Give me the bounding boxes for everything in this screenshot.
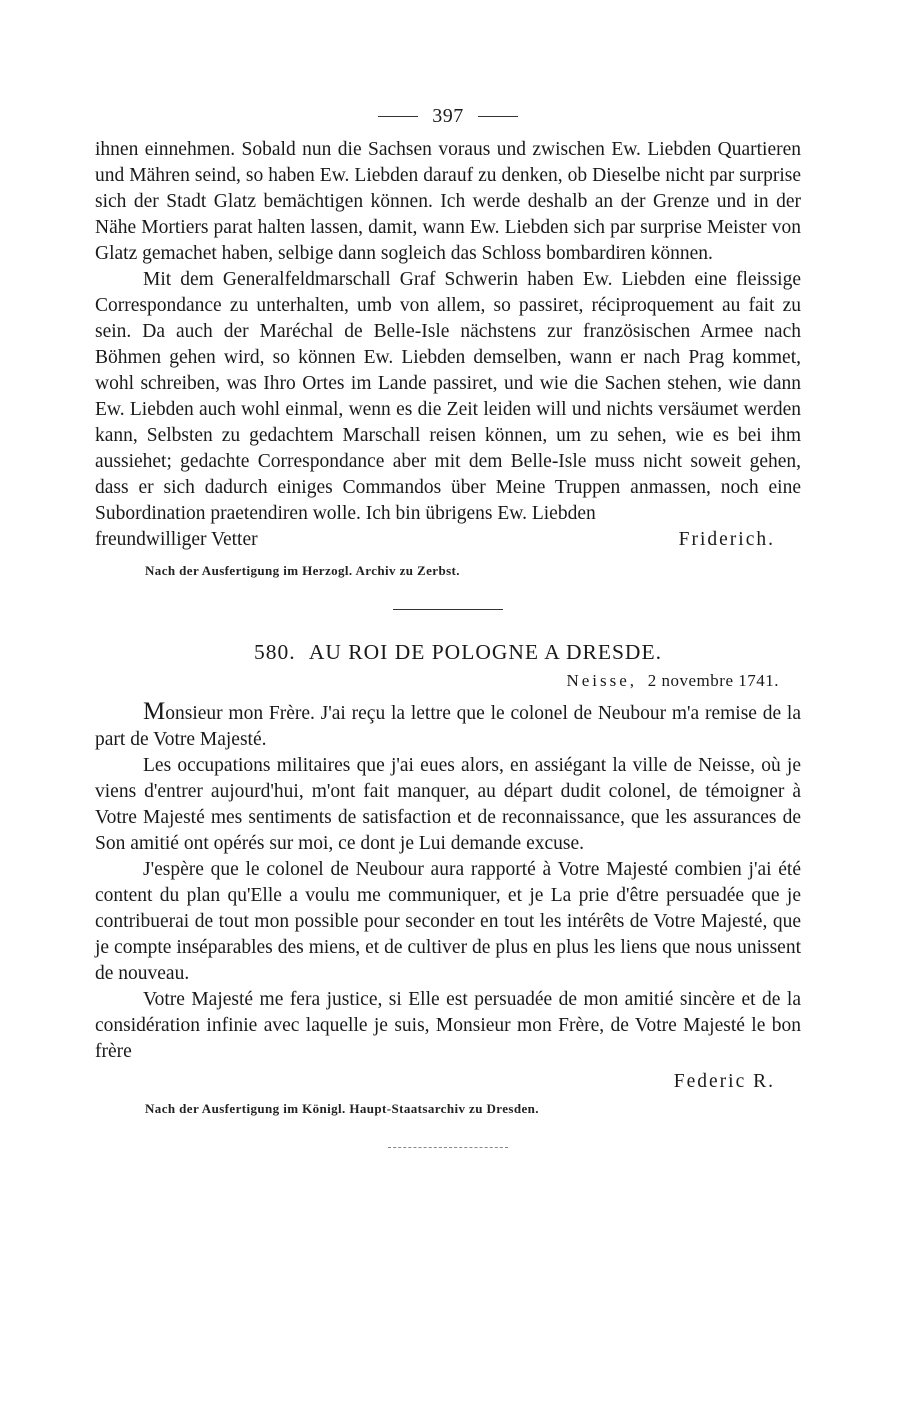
closing-block [95,527,801,553]
letter-579-body [95,137,801,553]
closing-formula: freundwilliger Vetter [95,529,258,550]
closing-block [95,987,801,1095]
archival-source-note: Nach der Ausfertigung im Königl. Haupt-Staatsarchiv zu Dresden. [145,1101,539,1116]
dateline-place: Neisse, [566,671,638,690]
initial-letter: M [143,698,166,725]
archival-source-note: Nach der Ausfertigung im Herzogl. Archiv zu Zerbst. [145,563,460,578]
signature: Friderich. [678,529,775,550]
opening-text: onsieur mon Frère. J'ai reçu la lettre que le colonel de Neubour m'a remise de la part de Votre Majesté. [95,703,801,750]
header-rule-right [478,116,518,117]
dateline [95,671,801,691]
footer-rule [388,1147,508,1148]
signature: Federic R. [673,1071,775,1092]
paragraph: ihnen einnehmen. Sobald nun die Sachsen voraus und zwischen Ew. Liebden Quartieren und Mähren seind, so haben Ew. Liebden darauf zu denken, ob Dieselbe nicht par surprise sich der Stadt Glatz bemächtigen können. Ich werde deshalb an der Grenze und in der Nähe Mortiers parat halten lassen, damit, wann Ew. Liebden sich par surprise Meister von Glatz gemachet haben, selbige dann sogleich das Schloss bombardiren können. [95,139,801,264]
paragraph: Mit dem Generalfeldmarschall Graf Schwerin haben Ew. Liebden eine fleissige Correspondance zu unterhalten, umb von allem, so passiret, réciproquement au fait zu sein. Da auch der Maréchal de Belle-Isle nächstens zur französischen Armee nach Böhmen gehen wird, so können Ew. Liebden demselben, wann er nach Prag kommet, wohl schreiben, was Ihro Ortes im Lande passiret, und wie die Sachen stehen, wie dann Ew. Liebden auch wohl einmal, wenn es die Zeit leiden will und nichts versäumet werden kann, Selbsten zu gedachtem Marschall reisen können, um zu sehen, wie es bei ihm aussiehet; gedachte Correspondance aber mit dem Belle-Isle muss nicht soweit gehen, dass er sich dadurch einiges Commandos über Meine Truppen anmassen, noch eine Subordination praetendiren wolle. Ich bin übrigens Ew. Liebden [95,269,801,524]
paragraph: Les occupations militaires que j'ai eues alors, en assiégant la ville de Neisse, où je viens d'entrer aujourd'hui, m'ont fait manquer, au départ dudit colonel, de témoigner à Votre Majesté mes sentiments de satisfaction et de reconnaissance, que les assurances de Son amitié ont opérés sur moi, ce dont je Lui demande excuse. [95,755,801,854]
opening-paragraph [95,699,801,753]
letter-heading [115,640,801,665]
page-header [95,95,801,137]
dateline-date: 2 novembre 1741. [647,671,779,690]
page-number: 397 [432,104,464,127]
closing-formula: Votre Majesté me fera justice, si Elle est persuadée de mon amitié sincère et de la considération infinie avec laquelle je suis, Monsieur mon Frère, de Votre Majesté le bon frère [95,989,801,1062]
letter-title: AU ROI DE POLOGNE A DRESDE. [308,640,662,664]
letter-number: 580. [254,640,296,664]
header-rule-left [378,116,418,117]
letter-580-body [95,699,801,1095]
paragraph: J'espère que le colonel de Neubour aura rapporté à Votre Majesté combien j'ai été content du plan qu'Elle a voulu me communiquer, et je La prie d'être persuadée que je contribuerai de tout mon possible pour seconder en tout les intérêts de Votre Majesté, que je compte inséparables des miens, et de cultiver de plus en plus les liens que nous unissent de nouveau. [95,859,801,984]
document-page [95,95,801,1148]
